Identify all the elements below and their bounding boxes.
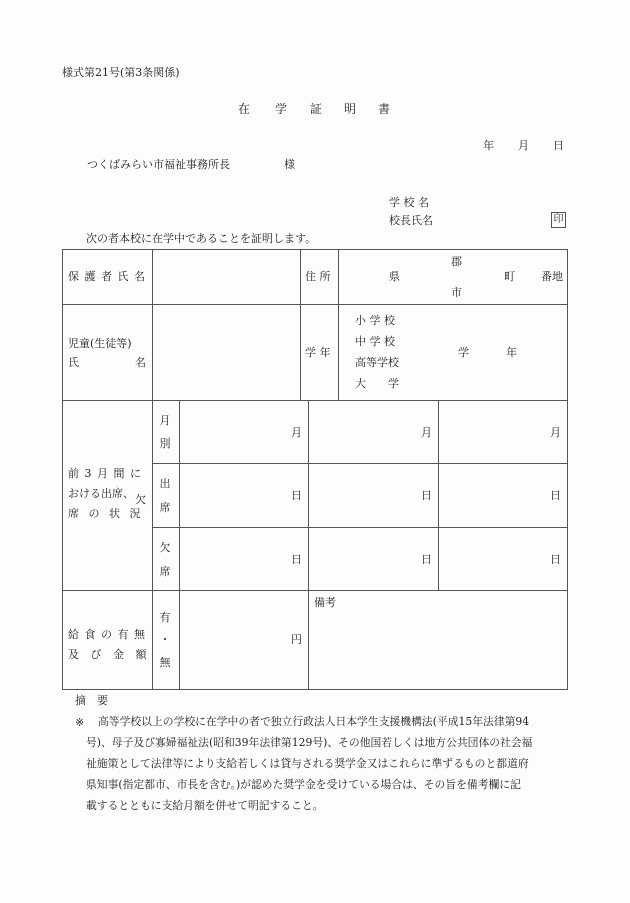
month-unit-1: 月 <box>291 426 302 439</box>
grade-label: 学 年 <box>305 346 331 359</box>
table-border-top <box>62 249 568 250</box>
lunch-no: 無 <box>159 656 171 669</box>
col-divider <box>300 249 301 400</box>
day-label: 日 <box>553 139 564 152</box>
attendance-label-ketsu: 欠 <box>135 493 146 506</box>
col-divider <box>438 400 439 590</box>
row-divider <box>152 527 568 528</box>
note-line: 祉施策として法律等により支給若しくは貸与される奨学金又はこれらに準ずるものと都道府 <box>86 757 529 770</box>
col-divider <box>152 249 153 690</box>
form-number: 様式第21号(第3条関係) <box>62 66 180 79</box>
grade-gaku: 学 <box>458 346 469 359</box>
table-border-right <box>567 249 568 690</box>
month-label-1: 月 <box>159 414 171 427</box>
address-banchi: 番地 <box>541 270 563 283</box>
lunch-label-line1: 給 食 の 有 無 <box>68 628 146 641</box>
lunch-yes: 有 <box>159 611 171 624</box>
note-line: 載するとともに支給月額を併せて明記すること。 <box>86 799 324 812</box>
principal-name-label: 校長氏名 <box>389 214 433 227</box>
address-gun: 郡 <box>451 255 462 268</box>
addressee-name: つくばみらい市福祉事務所長 <box>87 158 230 171</box>
child-label-line2a: 氏 <box>68 356 79 369</box>
row-divider <box>152 463 568 464</box>
note-line: 高等学校以上の学校に在学中の者で独立行政法人日本学生支援機構法(平成15年法律第94 <box>98 715 530 728</box>
present-day-unit-3: 日 <box>550 489 561 502</box>
child-label-line2b: 名 <box>135 356 146 369</box>
seal-icon: 印 <box>551 212 566 228</box>
col-divider <box>338 249 339 400</box>
attendance-label-line1: 前 3 月 間 に <box>68 467 142 480</box>
year-label: 年 <box>483 139 494 152</box>
title-char: 学 <box>275 102 288 116</box>
present-label-1: 出 <box>159 477 171 490</box>
lunch-label-line2: 及 び 金 額 <box>68 648 151 661</box>
yen-unit: 円 <box>291 633 302 646</box>
table-border-bottom <box>62 689 568 690</box>
note-mark: ※ <box>75 716 85 729</box>
title-char: 明 <box>344 102 357 116</box>
title-char: 書 <box>378 102 391 116</box>
row-divider <box>62 400 568 401</box>
present-day-unit-2: 日 <box>421 489 432 502</box>
month-label: 月 <box>518 139 529 152</box>
remarks-label: 備考 <box>314 596 336 609</box>
month-label-2: 別 <box>159 437 171 450</box>
address-shi: 市 <box>451 286 462 299</box>
row-divider <box>62 304 568 305</box>
school-name-label: 学 校 名 <box>389 196 429 209</box>
address-pref: 県 <box>389 270 400 283</box>
absent-day-unit-2: 日 <box>421 553 432 566</box>
table-border-left <box>62 249 63 690</box>
grade-nen: 年 <box>506 346 517 359</box>
school-type-high: 高等学校 <box>355 356 399 369</box>
lunch-separator: ・ <box>159 633 171 646</box>
school-type-junior-high: 中 学 校 <box>355 335 395 348</box>
absent-label-1: 欠 <box>159 541 171 554</box>
address-town: 町 <box>504 270 515 283</box>
intro-text: 次の者本校に在学中であることを証明します。 <box>86 232 317 245</box>
address-label: 住 所 <box>305 270 331 283</box>
note-line: 県知事(指定都市、市長を含む。)が認めた奨学金を受けている場合は、その旨を備考欄に記 <box>86 778 521 791</box>
title-char: 在 <box>238 102 251 116</box>
present-day-unit-1: 日 <box>291 489 302 502</box>
note-line: 号)、母子及び寡婦福祉法(昭和39年法律第129号)、その他国若しくは地方公共団体の社会福 <box>86 736 533 749</box>
month-unit-3: 月 <box>550 426 561 439</box>
school-type-university: 大 学 <box>355 377 399 390</box>
row-divider <box>62 590 568 591</box>
addressee-honorific: 様 <box>284 158 295 171</box>
guardian-name-label: 保 護 者 氏 名 <box>68 270 146 283</box>
attendance-label-line3: 席 の 状 況 <box>68 507 144 520</box>
present-label-2: 席 <box>159 501 171 514</box>
absent-label-2: 席 <box>159 565 171 578</box>
month-unit-2: 月 <box>421 426 432 439</box>
attendance-label-line2: おける出席、 <box>68 487 134 500</box>
child-label-line1: 児童(生徒等) <box>68 337 132 350</box>
col-divider <box>179 400 180 689</box>
summary-label: 摘 要 <box>75 694 108 707</box>
absent-day-unit-1: 日 <box>291 553 302 566</box>
title-char: 証 <box>310 102 323 116</box>
col-divider <box>308 400 309 689</box>
school-type-elementary: 小 学 校 <box>355 314 395 327</box>
absent-day-unit-3: 日 <box>550 553 561 566</box>
